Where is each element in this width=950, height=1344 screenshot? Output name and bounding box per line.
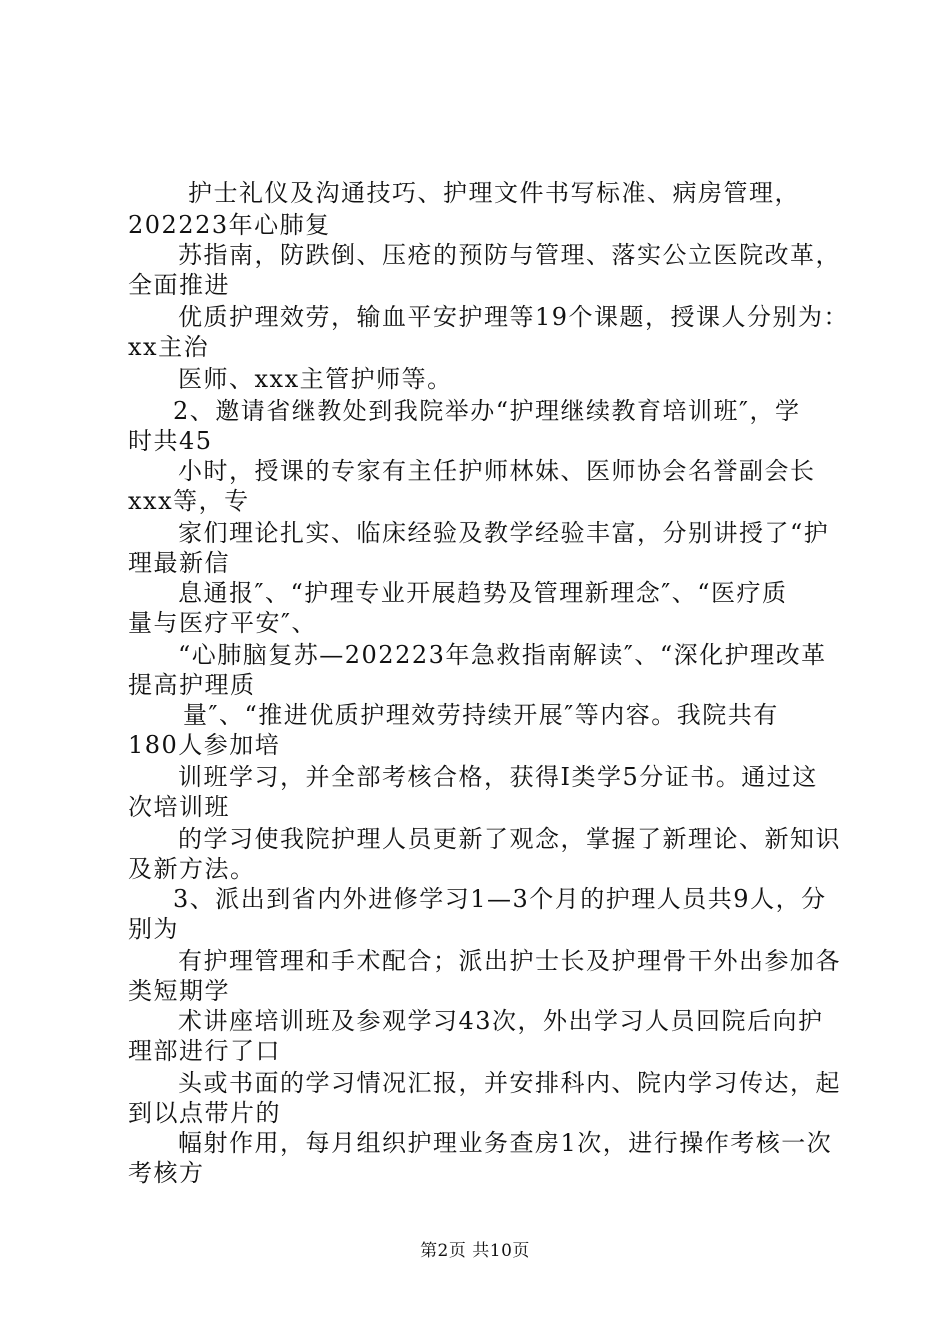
text-line: [0, 178, 950, 208]
text-fragment: 头或书面的学习情况汇报，并安排科内、院内学习传达，起: [178, 1069, 841, 1097]
text-line: [0, 854, 950, 884]
text-fragment: 幅射作用，每月组织护理业务查房1次，进行操作考核一次: [178, 1129, 833, 1157]
text-line: [0, 548, 950, 578]
text-line: [0, 700, 950, 730]
text-fragment: 202223年心肺复: [128, 211, 331, 239]
text-fragment: xxx等，专: [128, 487, 250, 515]
text-fragment: 理最新信: [128, 549, 230, 577]
text-line: [0, 730, 950, 760]
text-line: [0, 824, 950, 854]
text-line: [0, 364, 950, 394]
text-fragment: 理部进行了口: [128, 1037, 281, 1065]
text-fragment: 到以点带片的: [128, 1099, 281, 1127]
text-line: [0, 762, 950, 792]
text-fragment: “心肺脑复苏—202223年急救指南解读″、“深化护理改革: [178, 641, 827, 669]
text-line: [0, 640, 950, 670]
text-line: [0, 270, 950, 300]
text-line: [0, 1158, 950, 1188]
text-fragment: 护士礼仪及沟通技巧、护理文件书写标准、病房管理，: [188, 179, 800, 207]
text-fragment: xx主治: [128, 333, 210, 361]
text-fragment: 家们理论扎实、临床经验及教学经验丰富，分别讲授了“护: [178, 519, 830, 547]
text-fragment: 别为: [128, 915, 179, 943]
text-line: [0, 486, 950, 516]
text-line: [0, 946, 950, 976]
text-fragment: 2、邀请省继教处到我院举办“护理继续教育培训班″，学: [173, 397, 801, 425]
text-fragment: 考核方: [128, 1159, 205, 1187]
page-number-footer: 第2页 共10页: [420, 1241, 530, 1261]
text-line: [0, 456, 950, 486]
text-fragment: 3、派出到省内外进修学习1—3个月的护理人员共9人，分: [173, 885, 827, 913]
text-fragment: 类短期学: [128, 977, 230, 1005]
text-line: [0, 240, 950, 270]
text-line: [0, 914, 950, 944]
text-fragment: 术讲座培训班及参观学习43次，外出学习人员回院后向护: [178, 1007, 824, 1035]
text-fragment: 全面推进: [128, 271, 230, 299]
text-line: [0, 426, 950, 456]
text-line: [0, 670, 950, 700]
text-line: [0, 332, 950, 362]
text-fragment: 时共45: [128, 427, 213, 455]
text-fragment: 及新方法。: [128, 855, 256, 883]
text-fragment: 次培训班: [128, 793, 230, 821]
text-line: [0, 1128, 950, 1158]
text-line: [0, 518, 950, 548]
text-line: [0, 396, 950, 426]
text-line: [0, 210, 950, 240]
text-fragment: 提高护理质: [128, 671, 256, 699]
text-fragment: 训班学习，并全部考核合格，获得Ⅰ类学5分证书。通过这: [178, 763, 818, 791]
text-fragment: 量″、“推进优质护理效劳持续开展″等内容。我院共有: [183, 701, 779, 729]
text-line: [0, 1006, 950, 1036]
text-line: [0, 1068, 950, 1098]
text-fragment: 小时，授课的专家有主任护师林妹、医师协会名誉副会长: [178, 457, 816, 485]
text-fragment: 苏指南，防跌倒、压疮的预防与管理、落实公立医院改革，: [178, 241, 841, 269]
text-line: [0, 302, 950, 332]
text-fragment: 优质护理效劳，输血平安护理等19个课题，授课人分别为：: [178, 303, 850, 331]
text-fragment: 的学习使我院护理人员更新了观念，掌握了新理论、新知识: [178, 825, 841, 853]
text-line: [0, 1036, 950, 1066]
text-line: [0, 884, 950, 914]
text-fragment: 180人参加培: [128, 731, 281, 759]
text-fragment: 医师、xxx主管护师等。: [178, 365, 453, 393]
text-line: [0, 792, 950, 822]
text-line: [0, 1098, 950, 1128]
text-line: [0, 578, 950, 608]
text-line: [0, 608, 950, 638]
text-line: [0, 976, 950, 1006]
text-fragment: 息通报″、“护理专业开展趋势及管理新理念″、“医疗质: [178, 579, 788, 607]
text-fragment: 量与医疗平安″、: [128, 609, 317, 637]
text-fragment: 有护理管理和手术配合；派出护士长及护理骨干外出参加各: [178, 947, 841, 975]
